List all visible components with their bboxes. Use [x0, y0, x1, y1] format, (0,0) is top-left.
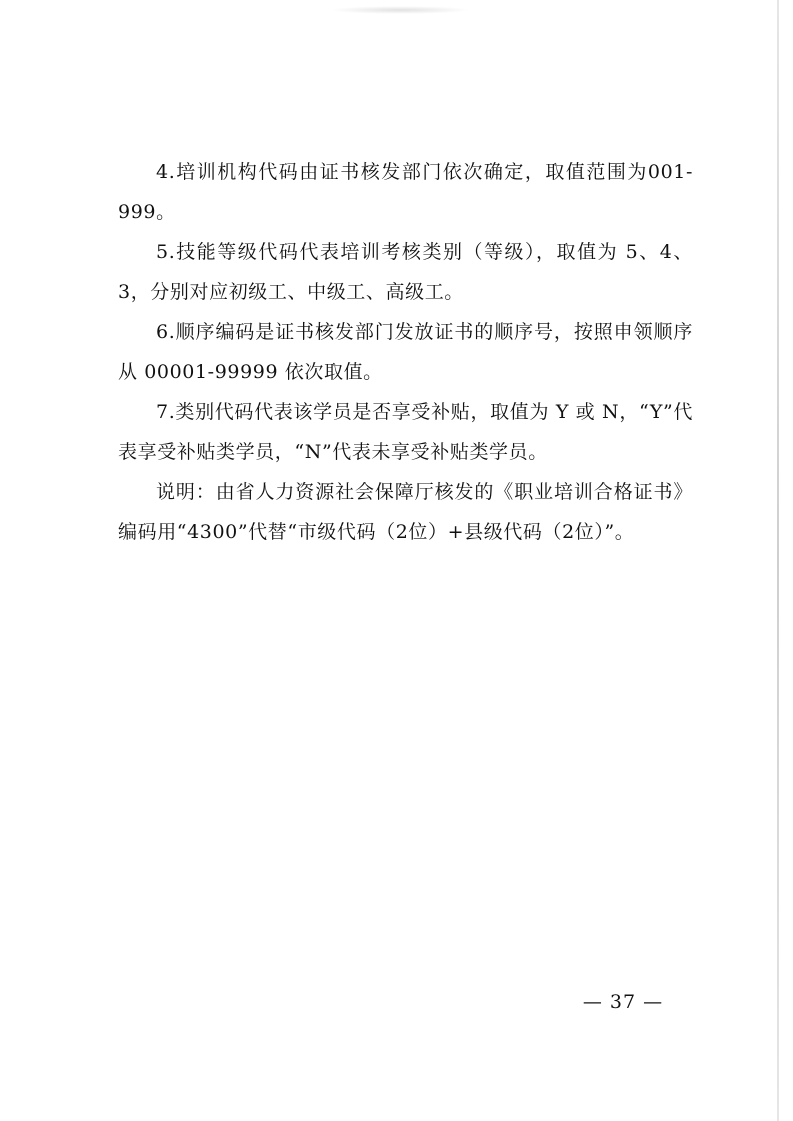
scan-edge-line: [777, 0, 779, 1121]
scan-artifact: [330, 6, 470, 14]
paragraph-sequence-number: 6.顺序编码是证书核发部门发放证书的顺序号，按照申领顺序从 00001-99999 依次取值。: [118, 321, 693, 383]
paragraph-explanation-note: 说明：由省人力资源社会保障厅核发的《职业培训合格证书》编码用“4300”代替“市级代码（2位）+县级代码（2位）”。: [118, 481, 693, 543]
page-number: — 37 —: [582, 991, 664, 1013]
body-text: [118, 152, 693, 552]
paragraph-category-code: 7.类别代码代表该学员是否享受补贴，取值为 Y 或 N，“Y”代表享受补贴类学员，“N”代表未享受补贴类学员。: [118, 401, 693, 463]
paragraph-skill-level-code: 5.技能等级代码代表培训考核类别（等级），取值为 5、4、3，分别对应初级工、中级工、高级工。: [118, 241, 693, 303]
paragraph-training-institution-code: 4.培训机构代码由证书核发部门依次确定，取值范围为001-999。: [118, 161, 693, 223]
